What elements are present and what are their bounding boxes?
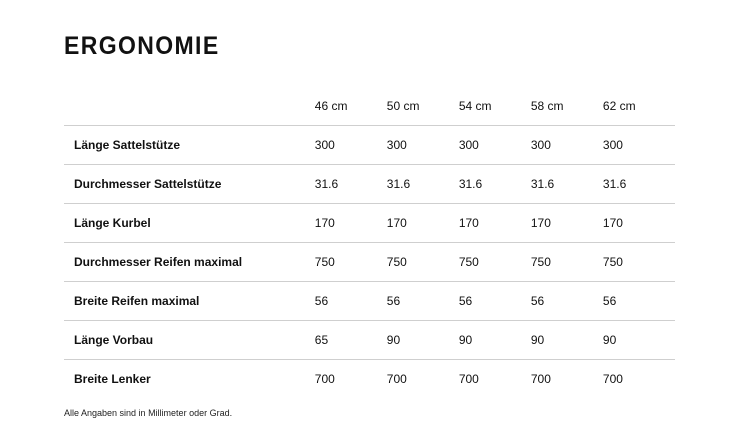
table-row	[64, 204, 675, 243]
table-header-row	[64, 86, 675, 126]
table-cell: 31.6	[459, 165, 531, 204]
footnote: Alle Angaben sind in Millimeter oder Grad.	[64, 408, 233, 418]
column-header: 58 cm	[531, 86, 603, 126]
table-cell: 700	[386, 372, 407, 386]
column-header: 46 cm	[315, 86, 387, 126]
table-cell: 700	[458, 372, 479, 386]
table-cell: 31.6	[603, 165, 675, 204]
table-cell: 750	[459, 243, 531, 282]
table-cell: 750	[387, 243, 459, 282]
row-label: Breite Lenker	[74, 372, 151, 386]
column-header: 50 cm	[387, 86, 459, 126]
table-cell: 750	[603, 243, 675, 282]
column-header: 62 cm	[603, 86, 675, 126]
table-cell: 300	[315, 126, 387, 165]
table-cell: 56	[387, 282, 459, 321]
table-cell: 31.6	[387, 165, 459, 204]
table-cell: 56	[531, 282, 603, 321]
table-cell: 300	[459, 126, 531, 165]
table-cell: 170	[387, 204, 459, 243]
table-row	[64, 360, 675, 399]
row-label: Durchmesser Sattelstütze	[64, 165, 315, 204]
row-label: Länge Vorbau	[64, 321, 315, 360]
table-cell: 700	[602, 372, 623, 386]
row-label: Länge Kurbel	[64, 204, 315, 243]
table-cell: 90	[531, 321, 603, 360]
header-empty-cell	[64, 86, 315, 126]
table-row	[64, 282, 675, 321]
table-cell: 90	[603, 321, 675, 360]
table-cell: 300	[531, 126, 603, 165]
table-cell: 31.6	[315, 165, 387, 204]
table-row	[64, 165, 675, 204]
table-cell: 170	[315, 204, 387, 243]
table-cell: 170	[459, 204, 531, 243]
row-label: Durchmesser Reifen maximal	[64, 243, 315, 282]
table-cell: 65	[315, 321, 387, 360]
table-cell: 300	[387, 126, 459, 165]
table-cell: 90	[387, 321, 459, 360]
table-row	[64, 243, 675, 282]
table-row	[64, 126, 675, 165]
table-cell: 170	[603, 204, 675, 243]
table-cell: 700	[530, 372, 551, 386]
table-cell: 90	[459, 321, 531, 360]
table-cell: 750	[315, 243, 387, 282]
column-header: 54 cm	[459, 86, 531, 126]
row-label: Länge Sattelstütze	[64, 126, 315, 165]
table-cell: 700	[314, 372, 335, 386]
table-row	[64, 321, 675, 360]
table-cell: 170	[531, 204, 603, 243]
row-label: Breite Reifen maximal	[64, 282, 315, 321]
table-cell: 31.6	[531, 165, 603, 204]
table-cell: 300	[603, 126, 675, 165]
table-cell: 56	[603, 282, 675, 321]
page-title: ERGONOMIE	[64, 32, 220, 60]
geometry-table	[64, 86, 675, 398]
table-cell: 750	[531, 243, 603, 282]
table-cell: 56	[459, 282, 531, 321]
table-cell: 56	[315, 282, 387, 321]
